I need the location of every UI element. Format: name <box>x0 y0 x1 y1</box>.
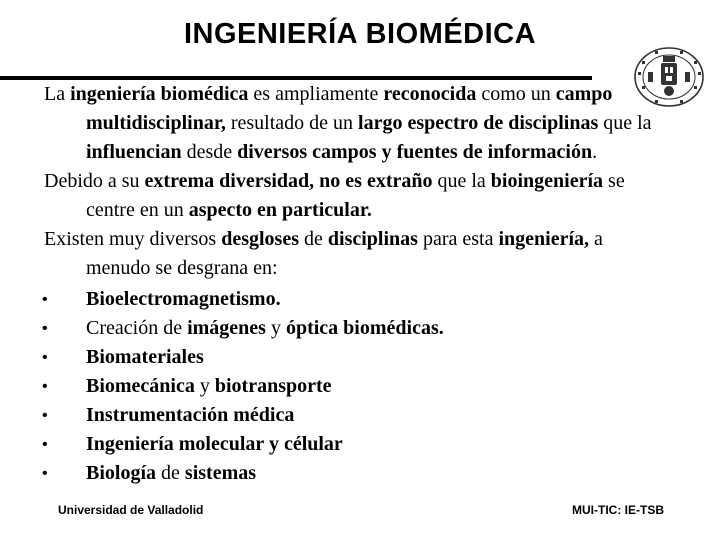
text-run: Existen muy diversos <box>44 228 222 250</box>
discipline-list <box>44 285 664 488</box>
text-run: como un <box>476 83 556 105</box>
bold-text: imágenes <box>187 317 266 339</box>
footer-university: Universidad de Valladolid <box>58 503 204 517</box>
bold-text: bioingeniería <box>490 170 604 192</box>
bullet-icon: • <box>42 465 48 482</box>
text-run: y <box>194 375 215 397</box>
text-run: a menudo se desgrana en: <box>86 228 603 279</box>
bold-text: Biomateriales <box>86 346 204 368</box>
bullet-icon: • <box>42 291 48 308</box>
bold-text: ingeniería, <box>498 228 590 250</box>
bold-text: Ingeniería molecular y célular <box>86 433 343 455</box>
bold-text: desgloses <box>221 228 300 250</box>
bold-text: reconocida <box>383 83 477 105</box>
bullet-icon: • <box>42 349 48 366</box>
paragraph <box>44 80 664 167</box>
bold-text: biotransporte <box>214 375 332 397</box>
text-run: que la <box>598 112 652 134</box>
text-run: para esta <box>417 228 499 250</box>
slide-body <box>44 80 664 488</box>
text-run: se centre en un <box>86 170 625 221</box>
bold-text: sistemas <box>184 462 257 484</box>
bullet-icon: • <box>42 407 48 424</box>
bullet-icon: • <box>42 436 48 453</box>
bold-text: campo multidisciplinar, <box>86 83 613 134</box>
list-item <box>44 459 664 488</box>
bullet-icon: • <box>42 378 48 395</box>
list-item <box>44 372 664 401</box>
bold-text: influencian <box>86 141 182 163</box>
paragraph <box>44 225 664 283</box>
paragraph <box>44 167 664 225</box>
bold-text: largo espectro de disciplinas <box>358 112 599 134</box>
text-run: La <box>44 83 71 105</box>
list-item <box>44 343 664 372</box>
text-run: y <box>265 317 286 339</box>
bold-text: Biomecánica <box>86 375 195 397</box>
list-item <box>44 430 664 459</box>
footer-course-code: MUI-TIC: IE-TSB <box>572 503 664 517</box>
slide-title: INGENIERÍA BIOMÉDICA <box>183 18 537 50</box>
bold-text: Bioelectromagnetismo. <box>86 288 281 310</box>
text-run: Debido a su <box>44 170 145 192</box>
text-run: resultado de un <box>225 112 359 134</box>
text-run: . <box>592 141 598 163</box>
list-item <box>44 314 664 343</box>
text-run: Creación de <box>86 317 188 339</box>
list-item <box>44 401 664 430</box>
bold-text: ingeniería biomédica <box>70 83 249 105</box>
bold-text: extrema diversidad, no es extraño <box>144 170 433 192</box>
bold-text: aspecto en particular. <box>188 199 372 221</box>
bold-text: diversos campos y fuentes de información <box>237 141 593 163</box>
text-run: que la <box>432 170 491 192</box>
text-run: es ampliamente <box>248 83 384 105</box>
bold-text: disciplinas <box>327 228 418 250</box>
bold-text: Biología <box>86 462 157 484</box>
bullet-icon: • <box>42 320 48 337</box>
text-run: desde <box>181 141 238 163</box>
list-item <box>44 285 664 314</box>
text-run: de <box>299 228 328 250</box>
bold-text: óptica biomédicas. <box>285 317 444 339</box>
text-run: de <box>156 462 185 484</box>
bold-text: Instrumentación médica <box>86 404 295 426</box>
